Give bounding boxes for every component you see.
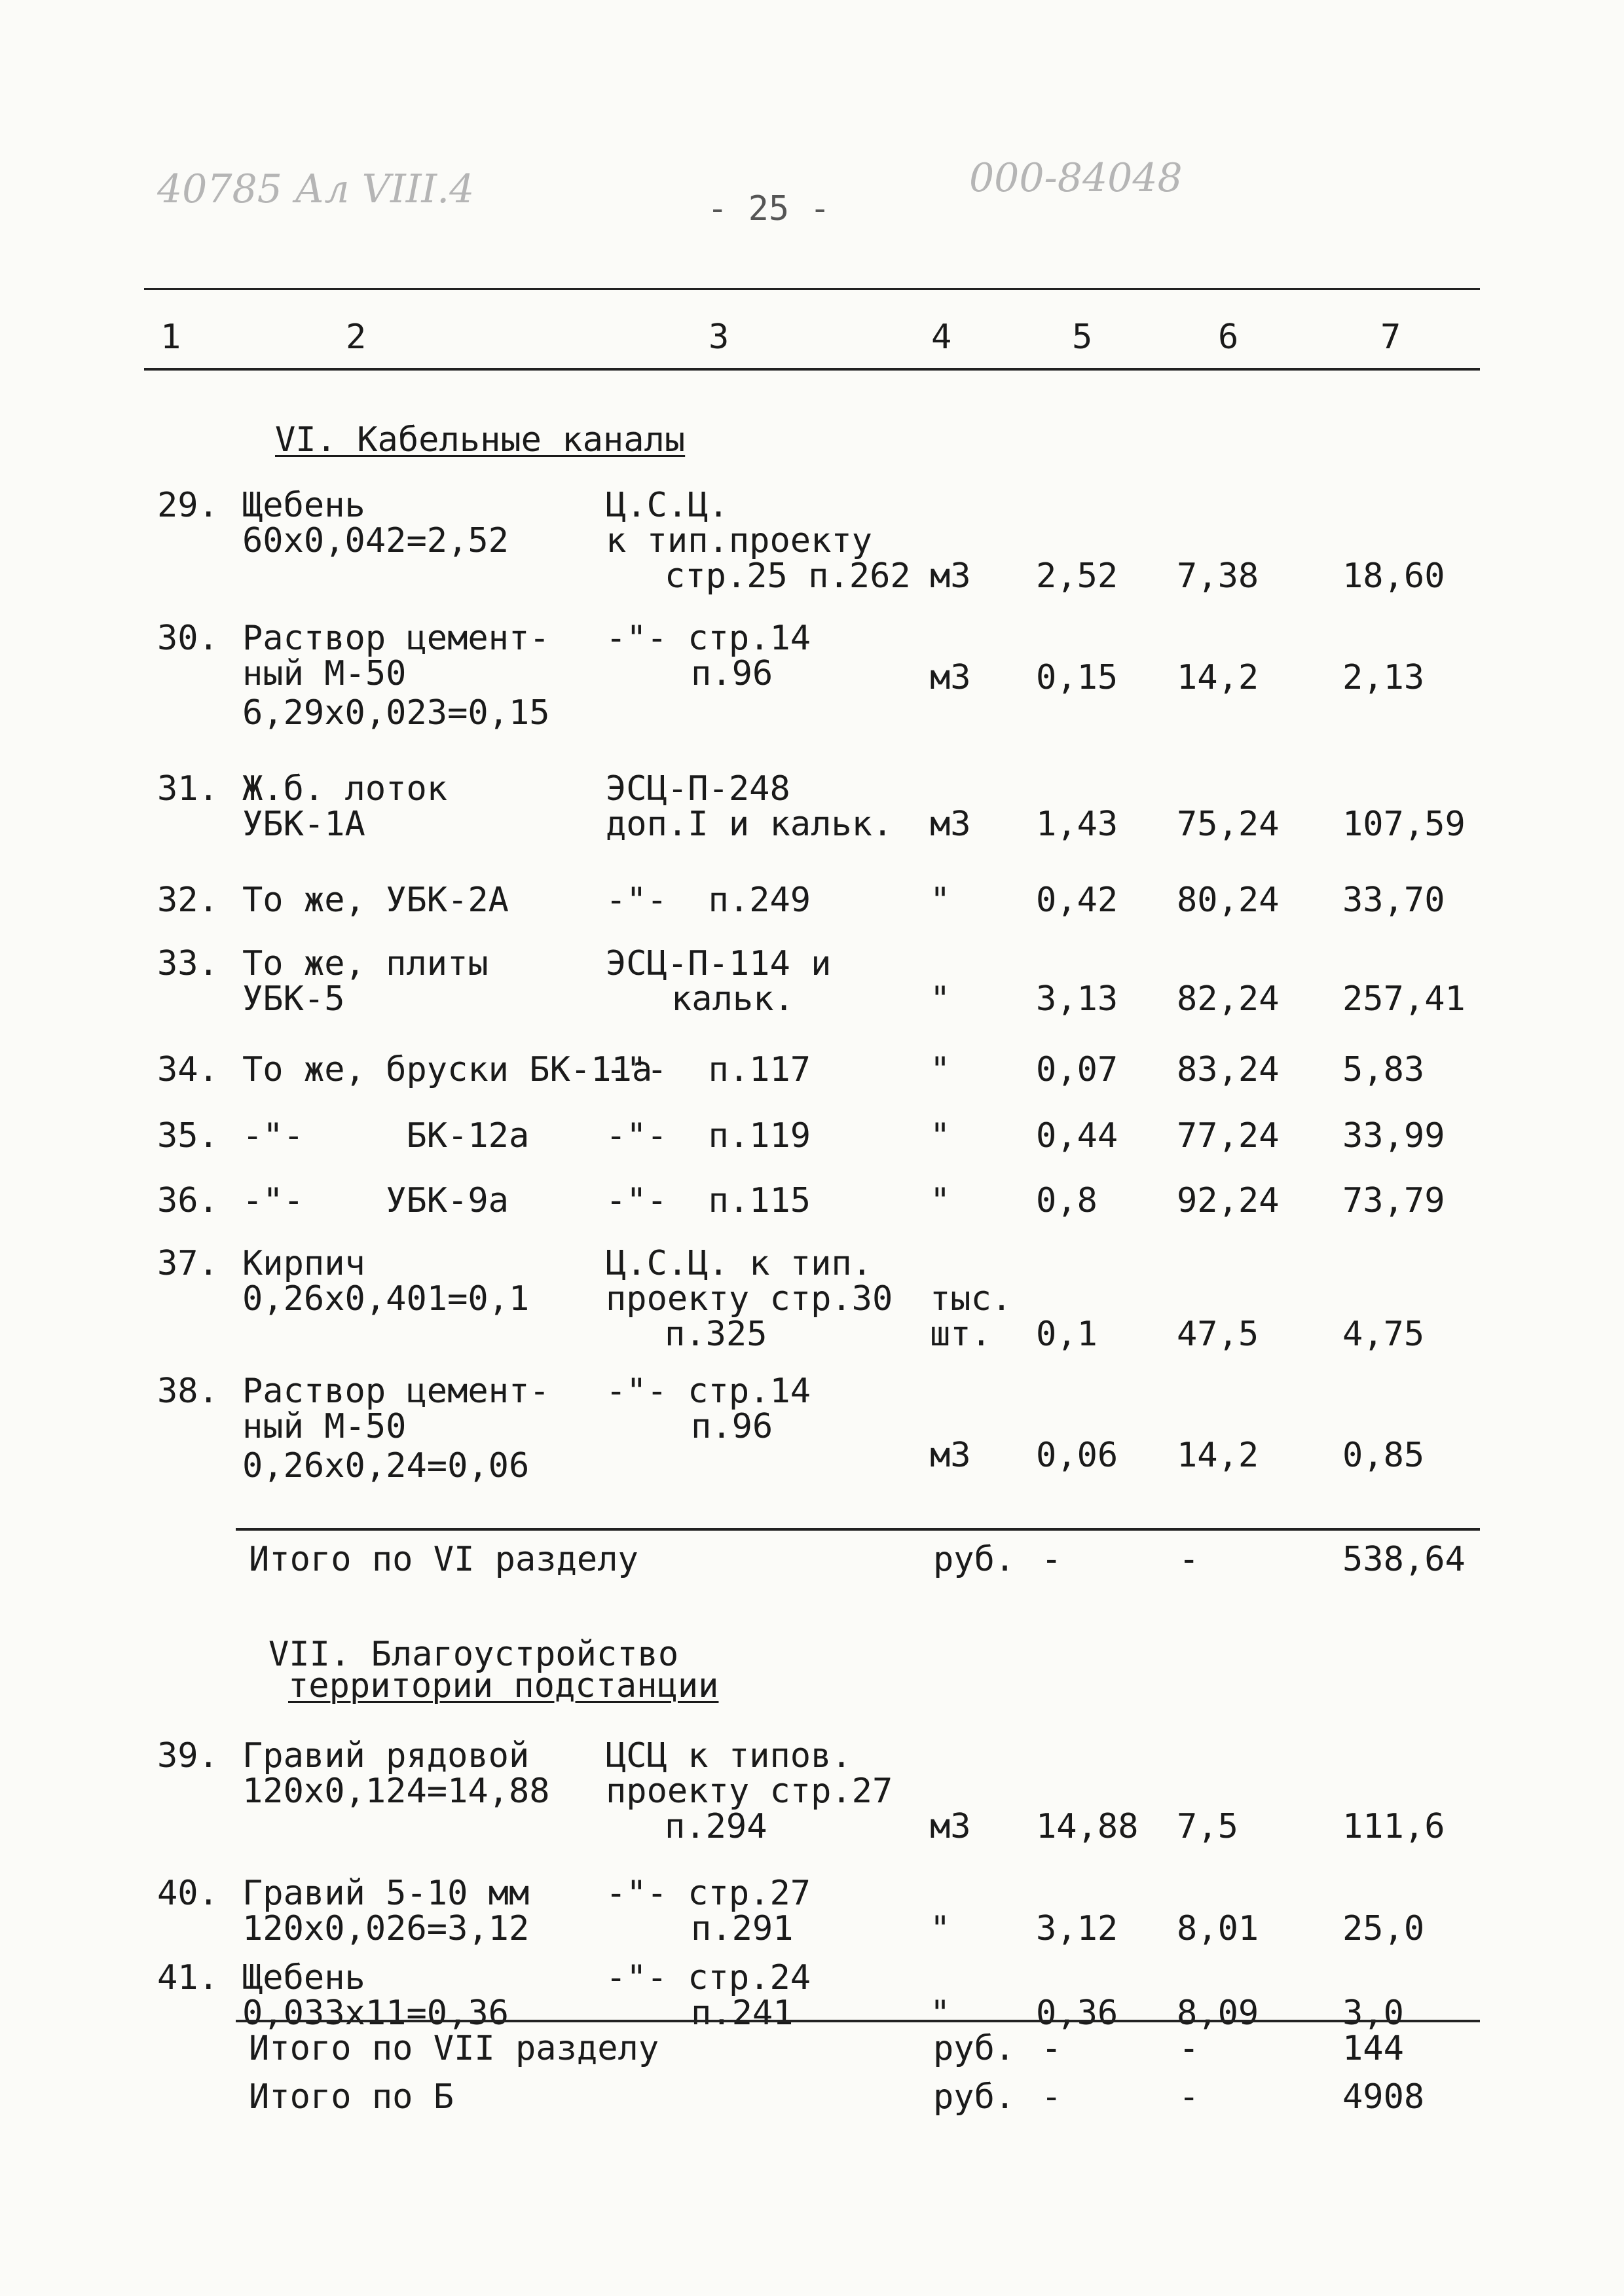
reference-line: -"- стр.14 (606, 619, 811, 658)
quantity: 14,88 (1036, 1807, 1139, 1846)
section-title-vii-line1: VII. Благоустройство (268, 1635, 679, 1674)
unit-price: 80,24 (1177, 881, 1280, 920)
total-sum: 257,41 (1342, 979, 1466, 1019)
total-sum: 5,83 (1342, 1050, 1425, 1089)
quantity: 0,1 (1036, 1315, 1098, 1354)
quantity: 3,12 (1036, 1909, 1118, 1948)
quantity: 0,15 (1036, 658, 1118, 697)
total-price: - (1179, 2029, 1200, 2068)
item-name-line: 6,29х0,023=0,15 (242, 693, 550, 733)
unit: м3 (930, 658, 971, 697)
reference-line: -"- стр.14 (606, 1372, 811, 1411)
column-header-5: 5 (1072, 318, 1093, 357)
item-name-line: Гравий 5-10 мм (242, 1874, 530, 1913)
item-name-line: 60х0,042=2,52 (242, 521, 509, 560)
reference-line: п.294 (665, 1807, 767, 1846)
item-name-line: 120х0,026=3,12 (242, 1909, 530, 1948)
quantity: 0,42 (1036, 881, 1118, 920)
unit-price: 83,24 (1177, 1050, 1280, 1089)
reference-line: -"- п.119 (606, 1116, 811, 1156)
header-bottom-rule (144, 368, 1480, 371)
column-header-4: 4 (931, 318, 952, 357)
unit-price: 7,38 (1177, 556, 1259, 596)
unit: " (930, 1050, 951, 1089)
total-label: Итого по VII разделу (249, 2029, 659, 2068)
row-number: 39. (157, 1736, 219, 1776)
unit-price: 7,5 (1177, 1807, 1238, 1846)
unit: " (930, 979, 951, 1019)
total-sum: 4,75 (1342, 1315, 1425, 1354)
unit: м3 (930, 556, 971, 596)
row-number: 30. (157, 619, 219, 658)
page-number: - 25 - (707, 189, 830, 228)
reference-line: Ц.С.Ц. (606, 486, 729, 525)
item-name-line: Щебень (242, 486, 365, 525)
unit: м3 (930, 1807, 971, 1846)
reference-line: -"- стр.27 (606, 1874, 811, 1913)
total-sum: 73,79 (1342, 1181, 1445, 1220)
section-title-vii-line2: территории подстанции (288, 1666, 719, 1705)
item-name-line: 0,033х11=0,36 (242, 1994, 509, 2033)
row-number: 34. (157, 1050, 219, 1089)
reference-line: ЭСЦ-П-248 (606, 769, 790, 809)
row-number: 32. (157, 881, 219, 920)
unit: " (930, 1116, 951, 1156)
row-number: 37. (157, 1244, 219, 1283)
grand-total-qty: - (1041, 2077, 1062, 2117)
total-qty: - (1041, 2029, 1062, 2068)
unit-price: 92,24 (1177, 1181, 1280, 1220)
total-sum: 18,60 (1342, 556, 1445, 596)
total-sum: 2,13 (1342, 658, 1425, 697)
item-name-line: ный М-50 (242, 654, 407, 693)
handwritten-inventory-number: 40785 Ал VIII.4 (157, 166, 475, 212)
item-name-line: Раствор цемент- (242, 1372, 550, 1411)
column-header-7: 7 (1380, 318, 1401, 357)
row-number: 31. (157, 769, 219, 809)
quantity: 0,44 (1036, 1116, 1118, 1156)
unit-price: 14,2 (1177, 658, 1259, 697)
unit: " (930, 1994, 951, 2033)
total-sum: 25,0 (1342, 1909, 1425, 1948)
reference-line: ЦСЦ к типов. (606, 1736, 852, 1776)
column-header-1: 1 (160, 318, 181, 357)
unit-price: 77,24 (1177, 1116, 1280, 1156)
row-number: 35. (157, 1116, 219, 1156)
item-name-line: УБК-1А (242, 805, 365, 844)
unit-price: 47,5 (1177, 1315, 1259, 1354)
reference-line: к тип.проекту (606, 521, 872, 560)
handwritten-code: 000-84048 (969, 155, 1183, 201)
item-name-line: ный М-50 (242, 1407, 407, 1446)
unit: тыс. шт. (930, 1279, 1012, 1354)
row-number: 33. (157, 944, 219, 983)
row-number: 38. (157, 1372, 219, 1411)
item-name-line: Гравий рядовой (242, 1736, 530, 1776)
item-name-line: -"- БК-12а (242, 1116, 530, 1156)
item-name-line: 0,26х0,24=0,06 (242, 1446, 530, 1485)
quantity: 3,13 (1036, 979, 1118, 1019)
reference-line: кальк. (671, 979, 794, 1019)
reference-line: -"- п.249 (606, 881, 811, 920)
quantity: 2,52 (1036, 556, 1118, 596)
item-name-line: То же, бруски БК-11а (242, 1050, 653, 1089)
item-name-line: УБК-5 (242, 979, 345, 1019)
reference-line: п.241 (691, 1994, 794, 2033)
grand-total-sum: 4908 (1342, 2077, 1425, 2117)
row-number: 40. (157, 1874, 219, 1913)
grand-total-unit: руб. (933, 2077, 1016, 2117)
unit: " (930, 1181, 951, 1220)
reference-line: п.96 (691, 1407, 773, 1446)
total-unit: руб. (933, 2029, 1016, 2068)
reference-line: п.291 (691, 1909, 794, 1948)
reference-line: п.325 (665, 1315, 767, 1354)
unit: м3 (930, 805, 971, 844)
row-number: 36. (157, 1181, 219, 1220)
item-name-line: То же, УБК-2А (242, 881, 509, 920)
item-name-line: То же, плиты (242, 944, 489, 983)
reference-line: ЭСЦ-П-114 и (606, 944, 832, 983)
reference-line: доп.I и кальк. (606, 805, 893, 844)
row-number: 41. (157, 1958, 219, 1997)
total-label: Итого по VI разделу (249, 1540, 638, 1579)
unit-price: 8,09 (1177, 1994, 1259, 2033)
reference-line: -"- стр.24 (606, 1958, 811, 1997)
quantity: 0,36 (1036, 1994, 1118, 2033)
reference-line: Ц.С.Ц. к тип. (606, 1244, 872, 1283)
reference-line: проекту стр.27 (606, 1772, 893, 1811)
unit: " (930, 1909, 951, 1948)
unit-price: 82,24 (1177, 979, 1280, 1019)
item-name-line: Раствор цемент- (242, 619, 550, 658)
grand-total-price: - (1179, 2077, 1200, 2117)
quantity: 0,06 (1036, 1436, 1118, 1475)
item-name-line: 120х0,124=14,88 (242, 1772, 550, 1811)
total-sum: 0,85 (1342, 1436, 1425, 1475)
column-header-3: 3 (709, 318, 729, 357)
reference-line: стр.25 п.262 (665, 556, 911, 596)
total-sum: 538,64 (1342, 1540, 1466, 1579)
total-qty: - (1041, 1540, 1062, 1579)
quantity: 1,43 (1036, 805, 1118, 844)
unit-price: 8,01 (1177, 1909, 1259, 1948)
reference-line: п.96 (691, 654, 773, 693)
item-name-line: -"- УБК-9а (242, 1181, 509, 1220)
total-sum: 107,59 (1342, 805, 1466, 844)
item-name-line: Ж.б. лоток (242, 769, 448, 809)
total-sum: 33,70 (1342, 881, 1445, 920)
reference-line: -"- п.115 (606, 1181, 811, 1220)
total-price: - (1179, 1540, 1200, 1579)
total-sum: 111,6 (1342, 1807, 1445, 1846)
unit: м3 (930, 1436, 971, 1475)
column-header-6: 6 (1218, 318, 1239, 357)
grand-total-label: Итого по Б (249, 2077, 454, 2117)
section-title-vi: VI. Кабельные каналы (275, 420, 686, 460)
item-name-line: Кирпич (242, 1244, 365, 1283)
row-number: 29. (157, 486, 219, 525)
quantity: 0,07 (1036, 1050, 1118, 1089)
total-sum: 144 (1342, 2029, 1404, 2068)
header-top-rule (144, 288, 1480, 290)
unit-price: 14,2 (1177, 1436, 1259, 1475)
section-vii-total-rule (236, 2020, 1480, 2022)
total-sum: 3,0 (1342, 1994, 1404, 2033)
item-name-line: 0,26х0,401=0,1 (242, 1279, 530, 1319)
total-sum: 33,99 (1342, 1116, 1445, 1156)
item-name-line: Щебень (242, 1958, 365, 1997)
column-header-2: 2 (346, 318, 367, 357)
section-vi-total-rule (236, 1528, 1480, 1531)
unit-price: 75,24 (1177, 805, 1280, 844)
quantity: 0,8 (1036, 1181, 1098, 1220)
reference-line: -"- п.117 (606, 1050, 811, 1089)
total-unit: руб. (933, 1540, 1016, 1579)
reference-line: проекту стр.30 (606, 1279, 893, 1319)
unit: " (930, 881, 951, 920)
